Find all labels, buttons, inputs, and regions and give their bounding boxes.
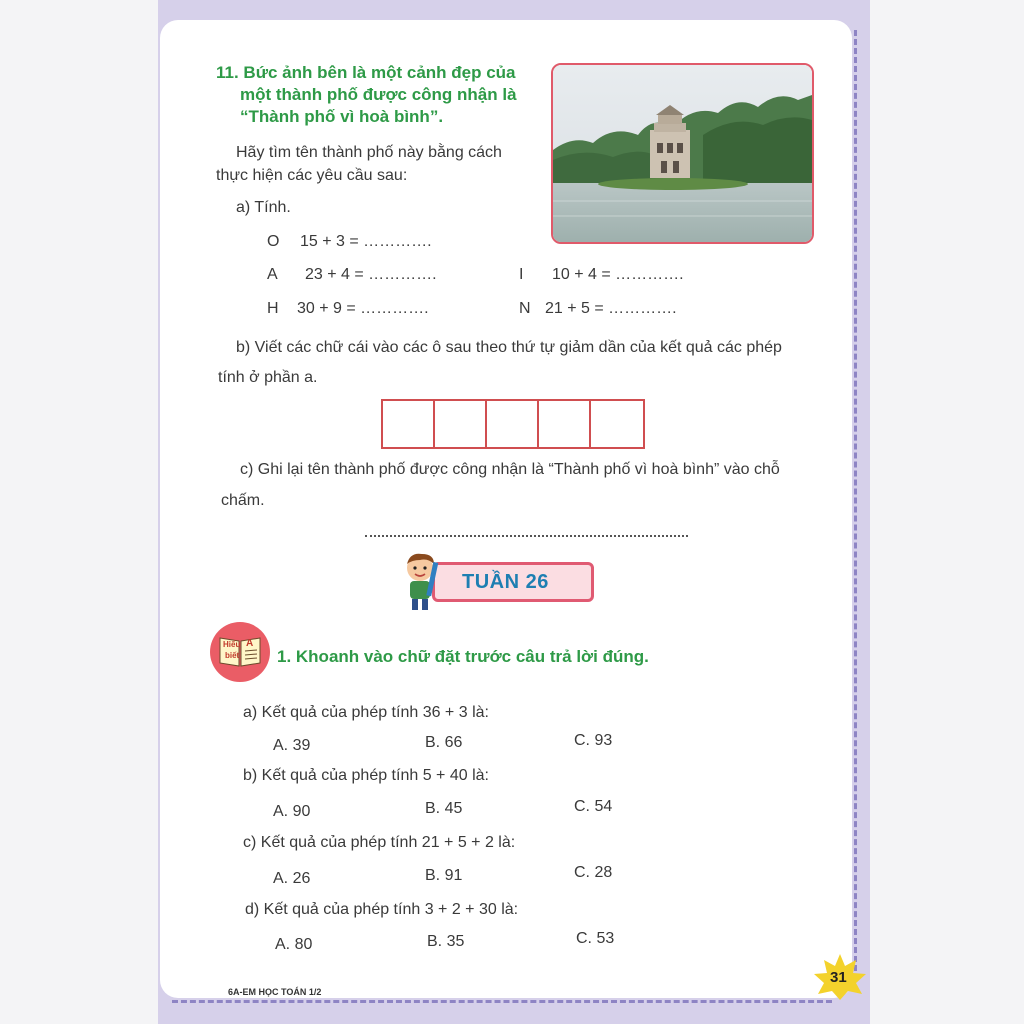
badge-text-line-2: biết	[225, 651, 240, 660]
q1b-option-a[interactable]: A. 90	[273, 803, 311, 820]
answer-box[interactable]	[435, 401, 487, 447]
q11-title-line-2: một thành phố được công nhận là	[240, 85, 517, 104]
answer-boxes	[381, 399, 645, 449]
q11-part-a-label: a) Tính.	[236, 199, 291, 216]
q1b-option-c[interactable]: C. 54	[574, 798, 613, 815]
q11-part-b-line-1: b) Viết các chữ cái vào các ô sau theo thứ tự giảm dần của kết quả các phép	[236, 339, 782, 356]
answer-dotted-line[interactable]	[365, 535, 688, 537]
q1c-option-a[interactable]: A. 26	[273, 870, 311, 887]
hanoi-lake-photo	[551, 63, 814, 244]
q1-question-c: c) Kết quả của phép tính 21 + 5 + 2 là:	[243, 834, 516, 851]
q1-question-a: a) Kết quả của phép tính 36 + 3 là:	[243, 704, 489, 721]
page-border-bottom	[172, 1000, 832, 1003]
badge-letter: A	[246, 638, 254, 649]
q1c-option-b[interactable]: B. 91	[425, 867, 463, 884]
calc-letter-h: H	[267, 300, 279, 317]
calc-letter-n: N	[519, 300, 531, 317]
calc-expr-i: 10 + 4 = ………….	[552, 266, 684, 283]
q11-intro-line-2: thực hiện các yêu cầu sau:	[216, 167, 408, 184]
calc-expr-o: 15 + 3 = ………….	[300, 233, 432, 250]
q1d-option-c[interactable]: C. 53	[576, 930, 615, 947]
page-border-right	[854, 30, 857, 980]
q1c-option-c[interactable]: C. 28	[574, 864, 613, 881]
q1a-option-b[interactable]: B. 66	[425, 734, 463, 751]
answer-box[interactable]	[591, 401, 643, 447]
q1-question-b: b) Kết quả của phép tính 5 + 40 là:	[243, 767, 489, 784]
q1d-option-b[interactable]: B. 35	[427, 933, 465, 950]
q11-title-line-1: 11. Bức ảnh bên là một cảnh đẹp của	[216, 63, 516, 82]
answer-box[interactable]	[487, 401, 539, 447]
calc-expr-n: 21 + 5 = ………….	[545, 300, 677, 317]
badge-text-line-1: Hiểu	[223, 640, 241, 649]
calc-expr-a: 23 + 4 = ………….	[305, 266, 437, 283]
q1-title: 1. Khoanh vào chữ đặt trước câu trả lời đúng.	[277, 647, 649, 666]
q1d-option-a[interactable]: A. 80	[275, 936, 313, 953]
calc-letter-a: A	[267, 266, 278, 283]
week-label: TUẦN 26	[462, 571, 549, 593]
q11-title-line-3: “Thành phố vì hoà bình”.	[240, 107, 444, 126]
calc-letter-i: I	[519, 266, 524, 283]
boy-mascot-icon	[400, 550, 448, 612]
answer-box[interactable]	[539, 401, 591, 447]
calc-letter-o: O	[267, 233, 280, 250]
q1-question-d: d) Kết quả của phép tính 3 + 2 + 30 là:	[245, 901, 519, 918]
q11-part-c-line-2: chấm.	[221, 492, 265, 509]
calc-expr-h: 30 + 9 = ………….	[297, 300, 429, 317]
q1b-option-b[interactable]: B. 45	[425, 800, 463, 817]
book-title-footer: 6A-EM HỌC TOÁN 1/2	[228, 987, 322, 997]
q11-intro-line-1: Hãy tìm tên thành phố này bằng cách	[236, 144, 502, 161]
q1a-option-c[interactable]: C. 93	[574, 732, 613, 749]
page-number: 31	[830, 969, 847, 986]
q11-part-b-line-2: tính ở phần a.	[218, 369, 318, 386]
answer-box[interactable]	[383, 401, 435, 447]
q11-part-c-line-1: c) Ghi lại tên thành phố được công nhận là “Thành phố vì hoà bình” vào chỗ	[240, 461, 780, 478]
q1a-option-a[interactable]: A. 39	[273, 737, 311, 754]
